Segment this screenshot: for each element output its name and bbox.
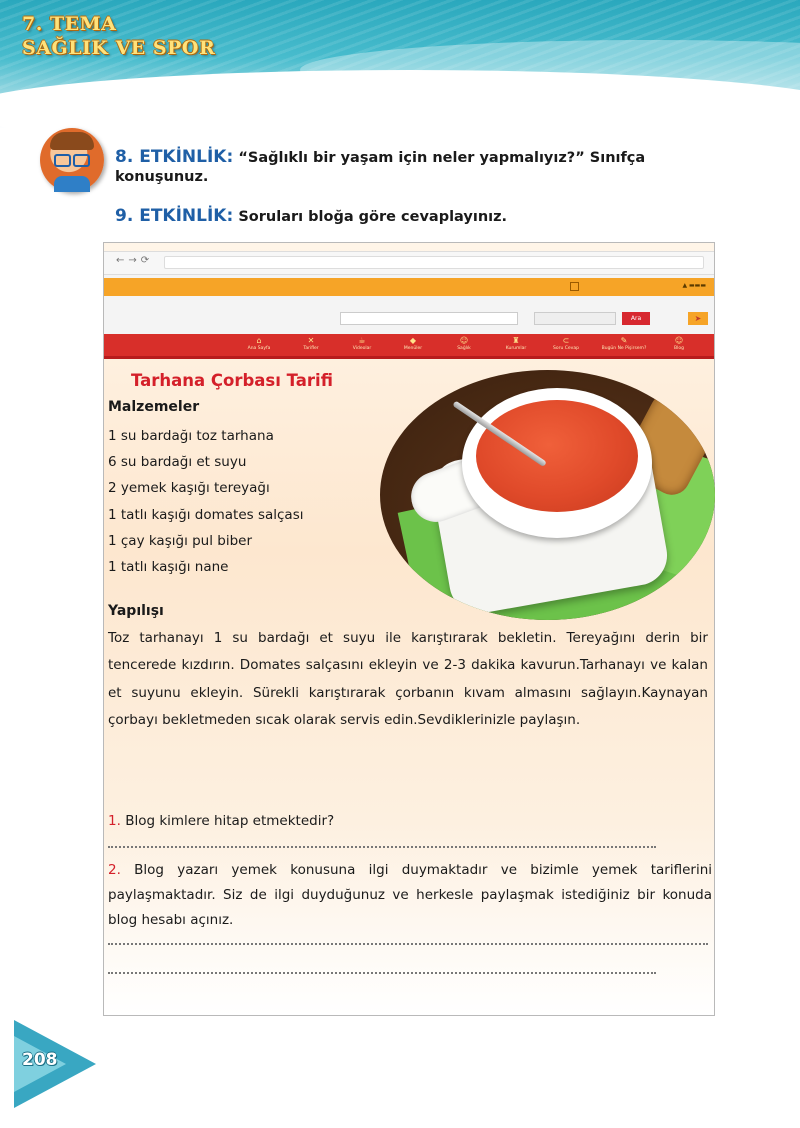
site-menu-item bbox=[491, 336, 541, 352]
site-menu-item bbox=[599, 336, 649, 352]
activity-9 bbox=[115, 207, 507, 227]
tarhana-soup-photo bbox=[380, 370, 715, 620]
account-icon: ▲ ▬▬▬ bbox=[682, 282, 706, 289]
ingredient-item: 1 tatlı kaşığı nane bbox=[108, 559, 229, 576]
site-search-button: Ara bbox=[622, 312, 650, 325]
ingredient-item: 2 yemek kaşığı tereyağı bbox=[108, 480, 270, 497]
theme-header bbox=[0, 0, 800, 128]
blog-browser-mockup bbox=[104, 251, 714, 354]
site-menu-icon: ♜ bbox=[512, 336, 520, 345]
theme-name: SAĞLIK VE SPOR bbox=[22, 37, 216, 59]
question-1-text: Blog kimlere hitap etmektedir? bbox=[125, 813, 335, 829]
question-1-number: 1. bbox=[108, 813, 121, 829]
site-menu-icon: ✕ bbox=[307, 336, 315, 345]
activity-8 bbox=[115, 148, 715, 187]
site-menu-item bbox=[286, 336, 336, 352]
cart-icon bbox=[570, 282, 579, 291]
ingredient-item: 1 su bardağı toz tarhana bbox=[108, 428, 274, 444]
question-1 bbox=[108, 809, 712, 834]
theme-number: 7. TEMA bbox=[22, 13, 117, 35]
header-wave-decoration bbox=[0, 70, 800, 128]
site-menu-item bbox=[234, 336, 284, 352]
site-menu-item bbox=[337, 336, 387, 352]
site-menu-icon: ◆ bbox=[409, 336, 417, 345]
activity-9-text: Soruları bloğa göre cevaplayınız. bbox=[238, 209, 508, 225]
site-menu-label: Bugün Ne Pişirsem? bbox=[601, 346, 647, 351]
answer-line-1[interactable] bbox=[108, 846, 656, 848]
site-menu-label: Sağlık bbox=[457, 346, 471, 351]
site-menu-item bbox=[439, 336, 489, 352]
ingredient-item: 1 çay kaşığı pul biber bbox=[108, 532, 253, 549]
site-menu-label: Tarifler bbox=[303, 346, 319, 351]
site-menu-icon: ☕ bbox=[358, 336, 366, 345]
answer-line-3[interactable] bbox=[108, 972, 656, 974]
site-menu-item bbox=[388, 336, 438, 352]
site-menu-icon: ☺ bbox=[459, 336, 469, 345]
ingredient-item: 6 su bardağı et suyu bbox=[108, 454, 247, 471]
blog-content-box bbox=[103, 242, 715, 1016]
activity-8-text: “Sağlıklı bir yaşam için neler yapmalıyız?” Sınıfça konuşunuz. bbox=[115, 150, 646, 185]
site-menu-label: Ana Sayfa bbox=[247, 346, 271, 351]
send-icon: ➤ bbox=[688, 312, 708, 325]
site-top-bar bbox=[104, 278, 714, 296]
site-menu-icon: ⌂ bbox=[256, 336, 262, 345]
recipe-title: Tarhana Çorbası Tarifi bbox=[131, 371, 333, 390]
site-menu-label: Soru Cevap bbox=[553, 346, 579, 351]
theme-title bbox=[22, 12, 215, 60]
site-menu-bar bbox=[104, 334, 714, 359]
site-menu-label: Menüler bbox=[403, 346, 423, 351]
question-2-number: 2. bbox=[108, 862, 121, 878]
browser-nav-icons: ←→⟳ bbox=[116, 255, 154, 266]
ingredients-list bbox=[108, 423, 304, 580]
question-2-text: Blog yazarı yemek konusuna ilgi duymaktadır ve bizimle yemek tariflerini paylaşmaktadır. Siz de ilgi duyduğunuz ve herkesle paylaşmak istediğiniz bir konuda blog hesabı açınız. bbox=[108, 862, 712, 928]
site-menu-label: Kurumlar bbox=[505, 346, 527, 351]
site-menu-icon: ☺ bbox=[674, 336, 684, 345]
browser-address-bar bbox=[164, 256, 704, 269]
preparation-heading: Yapılışı bbox=[108, 603, 164, 619]
browser-toolbar bbox=[104, 252, 714, 275]
site-menu-label: Videolar bbox=[352, 346, 372, 351]
activity-8-number: 8. ETKİNLİK: bbox=[115, 147, 234, 167]
site-menu-label: Blog bbox=[674, 346, 684, 351]
site-search-select bbox=[534, 312, 616, 325]
preparation-text: Toz tarhanayı 1 su bardağı et suyu ile karıştırarak bekletin. Tereyağını derin bir tencerede kızdırın. Domates salçasını ekleyin ve 2-3 dakika kavurun.Tarhanayı ve kalan et suyunu ekleyin. Sürekli karıştırarak çorbanın kıvam almasını sağlayın.Kaynayan çorbayı bekletmeden sıcak olarak servis edin.Sevdiklerinizle paylaşın. bbox=[108, 630, 708, 728]
student-mascot-icon bbox=[40, 128, 104, 192]
activity-9-number: 9. ETKİNLİK: bbox=[115, 206, 234, 226]
ingredients-heading: Malzemeler bbox=[108, 399, 200, 415]
site-menu-icon: ✎ bbox=[620, 336, 628, 345]
site-menu-item bbox=[541, 336, 591, 352]
site-menu-item bbox=[654, 336, 704, 352]
site-menu-icon: ⊂ bbox=[562, 336, 570, 345]
site-search-input bbox=[340, 312, 518, 325]
answer-line-2[interactable] bbox=[108, 943, 708, 945]
question-2 bbox=[108, 858, 712, 933]
page-number: 208 bbox=[22, 1050, 58, 1070]
ingredient-item: 1 tatlı kaşığı domates salçası bbox=[108, 506, 304, 523]
